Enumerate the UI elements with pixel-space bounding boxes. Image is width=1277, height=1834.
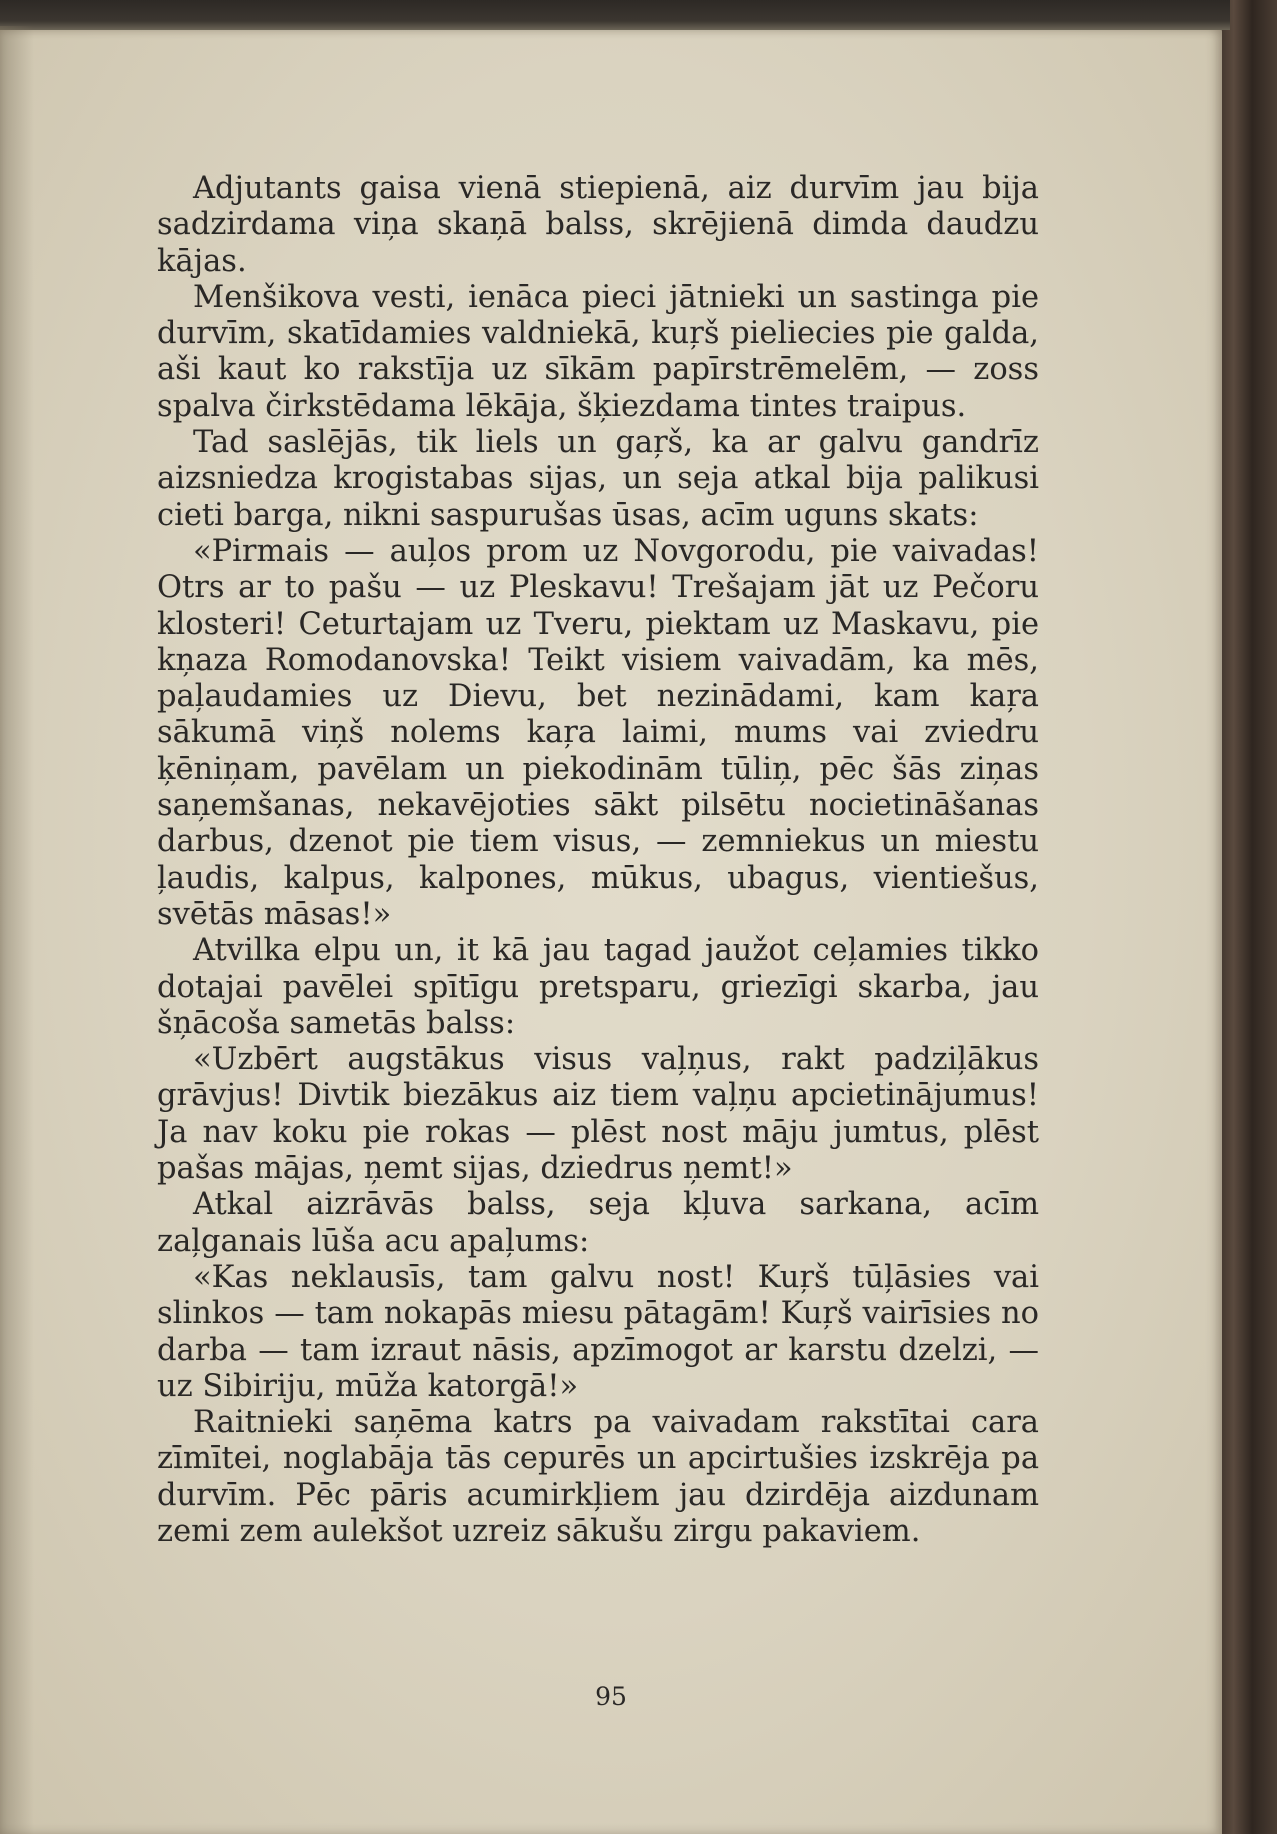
paragraph: Raitnieki saņēma katrs pa vaivadam rakstītai cara zīmītei, noglabāja tās cepurēs un apcirtušies izskrēja pa durvīm. Pēc pāris acumirkļiem jau dzirdēja aizdunam zemi zem aulekšot uzreiz sākušu zirgu pakaviem. bbox=[157, 1405, 1039, 1549]
paragraph: Atvilka elpu un, it kā jau tagad jaužot ceļamies tikko dotajai pavēlei spītīgu pretsparu, griezīgi skarba, jau šņācoša sametās balss: bbox=[157, 933, 1039, 1041]
paragraph: «Uzbērt augstākus visus vaļņus, rakt padziļākus grāvjus! Divtik biezākus aiz tiem vaļņu apcietinājumus! Ja nav koku pie rokas — plēst nost māju jumtus, plēst pašas mājas, ņemt sijas, dziedrus ņemt!» bbox=[157, 1042, 1039, 1187]
page-text bbox=[157, 171, 1039, 1550]
top-page-edge bbox=[0, 0, 1230, 30]
paragraph: «Pirmais — auļos prom uz Novgorodu, pie vaivadas! Otrs ar to pašu — uz Pleskavu! Trešajam jāt uz Pečoru klosteri! Ceturtajam uz Tveru, piektam uz Maskavu, pie kņaza Romodanovska! Teikt visiem vaivadām, ka mēs, paļaudamies uz Dievu, bet nezinādami, kam kaŗa sākumā viņš nolems kaŗa laimi, mums vai zviedru ķēniņam, pavēlam un piekodinām tūliņ, pēc šās ziņas saņemšanas, nekavējoties sākt pilsētu nocietināšanas darbus, dzenot pie tiem visus, — zemniekus un miestu ļaudis, kalpus, kalpones, mūkus, ubagus, vientiešus, svētās māsas!» bbox=[157, 533, 1039, 932]
paragraph: Menšikova vesti, ienāca pieci jātnieki un sastinga pie durvīm, skatīdamies valdniekā, kuŗš pieliecies pie galda, aši kaut ko rakstīja uz sīkām papīrstrēmelēm, — zoss spalva čirkstēdama lēkāja, šķiezdama tintes traipus. bbox=[157, 279, 1039, 424]
paragraph: Atkal aizrāvās balss, seja kļuva sarkana, acīm zaļganais lūša acu apaļums: bbox=[157, 1187, 1039, 1259]
paragraph: Adjutants gaisa vienā stiepienā, aiz durvīm jau bija sadzirdama viņa skaņā balss, skrējienā dimda daudzu kājas. bbox=[157, 171, 1039, 279]
paragraph: Tad saslējās, tik liels un gaŗš, ka ar galvu gandrīz aizsniedza krogistabas sijas, un seja atkal bija palikusi cieti barga, nikni saspurušas ūsas, acīm uguns skats: bbox=[157, 425, 1039, 533]
book-spine bbox=[1215, 0, 1277, 1834]
paragraph: «Kas neklausīs, tam galvu nost! Kuŗš tūļāsies vai slinkos — tam nokapās miesu pātagām! Kuŗš vairīsies no darba — tam izraut nāsis, apzīmogot ar karstu dzelzi, — uz Sibiriju, mūža katorgā!» bbox=[157, 1259, 1039, 1404]
page-number: 95 bbox=[595, 1682, 627, 1711]
left-page-edge bbox=[0, 26, 34, 1834]
